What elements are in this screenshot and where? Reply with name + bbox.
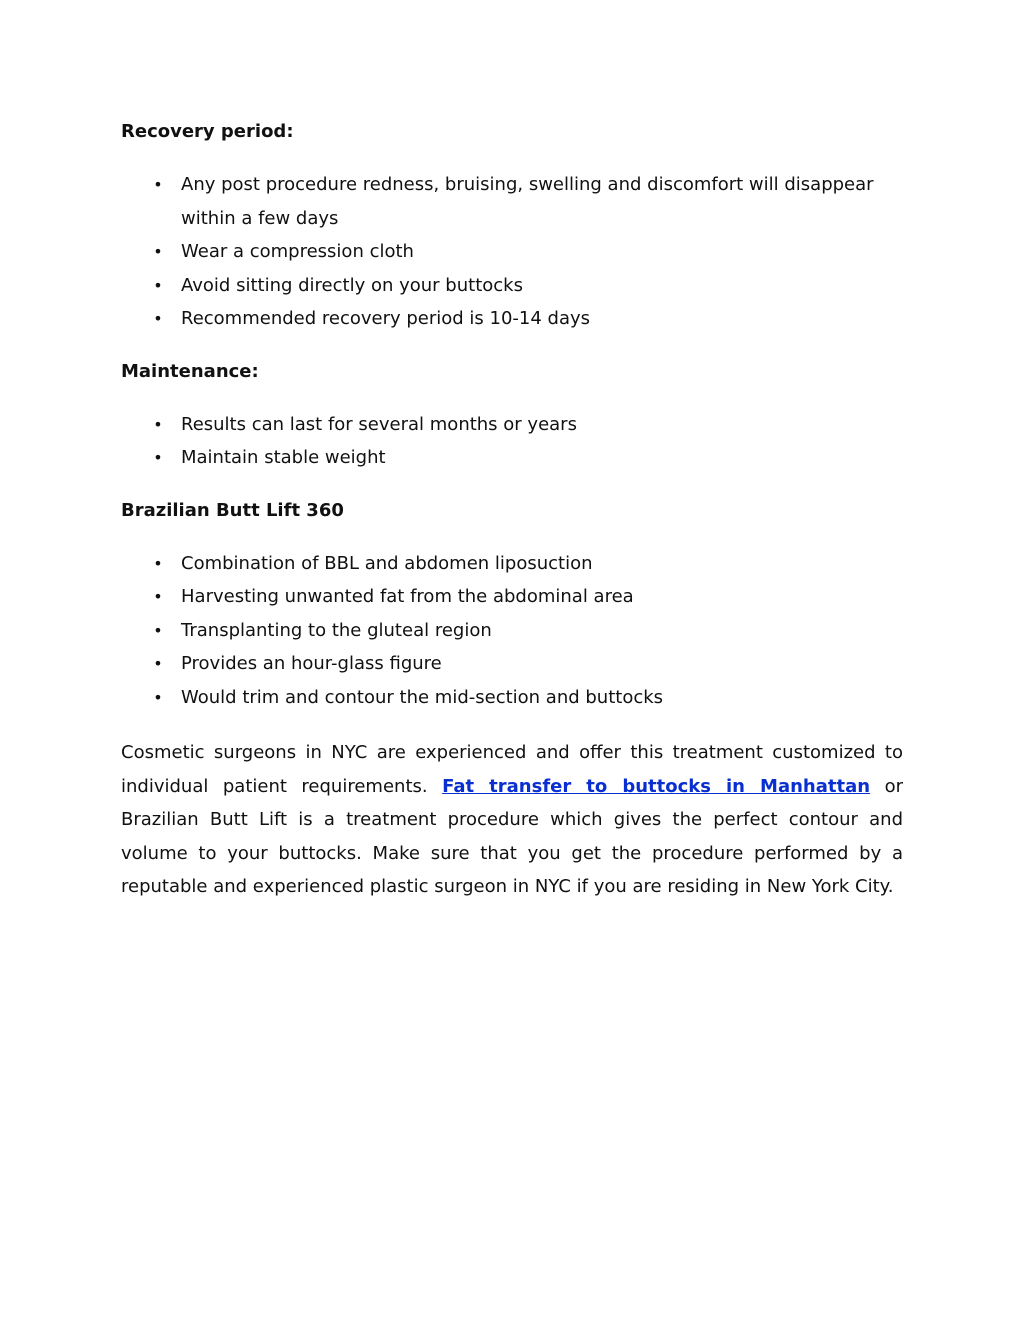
list-item-text: Results can last for several months or years [181, 413, 577, 435]
list-item [121, 269, 903, 303]
bullet-icon: • [153, 654, 163, 673]
list-item-text: Combination of BBL and abdomen liposuction [181, 552, 593, 574]
list-item [121, 302, 903, 336]
list-item [121, 580, 903, 614]
recovery-list [121, 168, 903, 336]
list-item-text: Transplanting to the gluteal region [181, 619, 492, 641]
bullet-icon: • [153, 414, 163, 434]
list-item [121, 408, 903, 442]
bullet-icon: • [153, 620, 163, 640]
heading-recovery-period: Recovery period: [121, 121, 294, 142]
heading-maintenance: Maintenance: [121, 360, 259, 382]
maintenance-list [121, 408, 903, 475]
bullet-icon: • [153, 242, 163, 261]
fat-transfer-link[interactable]: Fat transfer to buttocks in Manhattan [442, 775, 871, 797]
list-item-text: Wear a compression cloth [181, 241, 414, 262]
list-item [121, 168, 903, 235]
bbl-360-list [121, 547, 903, 715]
list-item-text: Provides an hour-glass figure [181, 653, 442, 674]
bullet-icon: • [153, 175, 163, 194]
bullet-icon: • [153, 587, 163, 606]
list-item-text: Avoid sitting directly on your buttocks [181, 274, 523, 296]
list-item [121, 614, 903, 648]
bullet-icon: • [153, 553, 163, 573]
list-item-text: Any post procedure redness, bruising, swelling and discomfort will disappear within a few days [181, 174, 874, 229]
list-item-text: Would trim and contour the mid-section and buttocks [181, 686, 664, 708]
closing-paragraph [121, 736, 903, 904]
list-item [121, 235, 903, 269]
closing-text-before: Cosmetic surgeons in NYC are experienced and offer this treatment customized to individual patient requirements. [121, 742, 903, 797]
list-item-text: Maintain stable weight [181, 447, 386, 468]
list-item [121, 647, 903, 681]
list-item [121, 547, 903, 581]
closing-text-after: or Brazilian Butt Lift is a treatment procedure which gives the perfect contour and volume to your buttocks. Make sure that you get the procedure performed by a reputable and experienced plastic surgeon in NYC if you are residing in New York City. [121, 775, 903, 897]
list-item [121, 441, 903, 475]
bullet-icon: • [153, 275, 163, 295]
bullet-icon: • [153, 687, 163, 707]
heading-bbl-360: Brazilian Butt Lift 360 [121, 499, 344, 521]
list-item [121, 681, 903, 715]
bullet-icon: • [153, 448, 163, 467]
list-item-text: Harvesting unwanted fat from the abdominal area [181, 586, 634, 607]
document-page [121, 118, 903, 904]
bullet-icon: • [153, 309, 163, 328]
list-item-text: Recommended recovery period is 10-14 days [181, 308, 591, 329]
